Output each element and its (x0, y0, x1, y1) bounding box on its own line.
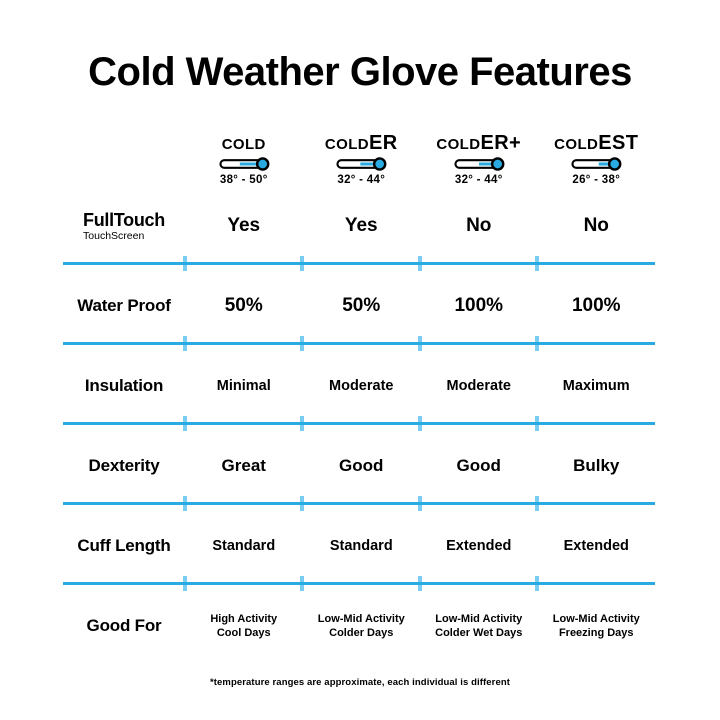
column-title-suffix: EST (598, 132, 639, 154)
cell-dexterity-colder-plus: Good (456, 456, 501, 475)
cell-cuff-coldest: Extended (563, 538, 629, 554)
divider-line (63, 262, 655, 265)
goodfor-line1: Low-Mid Activity (435, 612, 523, 625)
column-header-colder-plus (420, 128, 538, 186)
goodfor-line2: Colder Wet Days (435, 627, 523, 639)
cell-goodfor-cold (185, 586, 303, 666)
column-title-base: COLD (436, 136, 481, 153)
page-title: Cold Weather Glove Features (88, 50, 632, 94)
column-title-base: COLD (324, 136, 369, 153)
column-header-cold (185, 128, 303, 186)
goodfor-text (210, 612, 277, 641)
row-label-cuff-length: Cuff Length (77, 536, 171, 555)
temp-range: 26° - 38° (572, 174, 621, 186)
row-divider (63, 422, 655, 425)
divider-line (63, 582, 655, 585)
row-divider (63, 502, 655, 505)
column-header-colder (303, 128, 421, 186)
fulltouch-label-block (83, 211, 165, 242)
column-title (554, 133, 638, 153)
row-label-fulltouch (63, 186, 185, 266)
cell-fulltouch-colder: Yes (344, 215, 378, 236)
cell-insulation-colder: Moderate (329, 378, 394, 394)
thermometer-icon (557, 155, 635, 173)
divider-line (63, 342, 655, 345)
cell-goodfor-colder-plus (420, 586, 538, 666)
cell-waterproof-cold: 50% (224, 295, 263, 316)
thermometer-icon (322, 155, 400, 173)
header-spacer (63, 128, 185, 186)
table-grid (63, 128, 655, 666)
column-title-suffix: ER+ (480, 132, 522, 154)
column-header-coldest (538, 128, 656, 186)
cell-insulation-coldest: Maximum (562, 378, 630, 394)
thermometer-icon (440, 155, 518, 173)
goodfor-line1: High Activity (210, 612, 278, 625)
divider-line (63, 422, 655, 425)
column-title-suffix: ER (369, 132, 398, 154)
goodfor-line1: Low-Mid Activity (317, 612, 405, 625)
divider-line (63, 502, 655, 505)
cell-insulation-cold: Minimal (216, 378, 271, 394)
row-label-insulation: Insulation (84, 376, 164, 395)
cell-waterproof-coldest: 100% (571, 295, 621, 316)
cell-dexterity-coldest: Bulky (573, 456, 620, 475)
cell-fulltouch-cold: Yes (227, 215, 261, 236)
row-sublabel: TouchScreen (83, 229, 145, 242)
cell-fulltouch-coldest: No (583, 215, 609, 236)
row-label-dexterity: Dexterity (88, 456, 160, 475)
cell-goodfor-coldest (538, 586, 656, 666)
column-title (436, 133, 521, 153)
temp-range: 32° - 44° (454, 174, 503, 186)
goodfor-line2: Freezing Days (558, 627, 634, 639)
footnote: *temperature ranges are approximate, each individual is different (209, 677, 511, 688)
temp-range: 32° - 44° (337, 174, 386, 186)
thermometer-icon (205, 155, 283, 173)
cell-insulation-colder-plus: Moderate (446, 378, 511, 394)
cell-cuff-colder-plus: Extended (446, 538, 512, 554)
cell-waterproof-colder: 50% (342, 295, 381, 316)
column-title (325, 133, 398, 153)
cell-goodfor-colder (303, 586, 421, 666)
row-divider (63, 342, 655, 345)
row-label-waterproof: Water Proof (77, 296, 171, 315)
cell-waterproof-colder-plus: 100% (454, 295, 504, 316)
row-label-good-for: Good For (86, 616, 162, 635)
cell-cuff-cold: Standard (212, 538, 276, 554)
cell-cuff-colder: Standard (329, 538, 393, 554)
goodfor-text (318, 612, 405, 641)
goodfor-text (435, 612, 522, 641)
cell-fulltouch-colder-plus: No (466, 215, 492, 236)
row-divider (63, 582, 655, 585)
row-divider (63, 262, 655, 265)
column-title (222, 133, 266, 153)
glove-comparison-table (63, 128, 655, 666)
cell-dexterity-cold: Great (221, 456, 266, 475)
temp-range: 38° - 50° (219, 174, 268, 186)
goodfor-line2: Cool Days (216, 627, 271, 639)
goodfor-line2: Colder Days (329, 627, 394, 639)
goodfor-text (553, 612, 640, 641)
cell-dexterity-colder: Good (339, 456, 384, 475)
column-title-base: COLD (554, 136, 599, 153)
goodfor-line1: Low-Mid Activity (552, 612, 640, 625)
row-label: FullTouch (83, 209, 165, 230)
column-title-base: COLD (221, 136, 266, 153)
